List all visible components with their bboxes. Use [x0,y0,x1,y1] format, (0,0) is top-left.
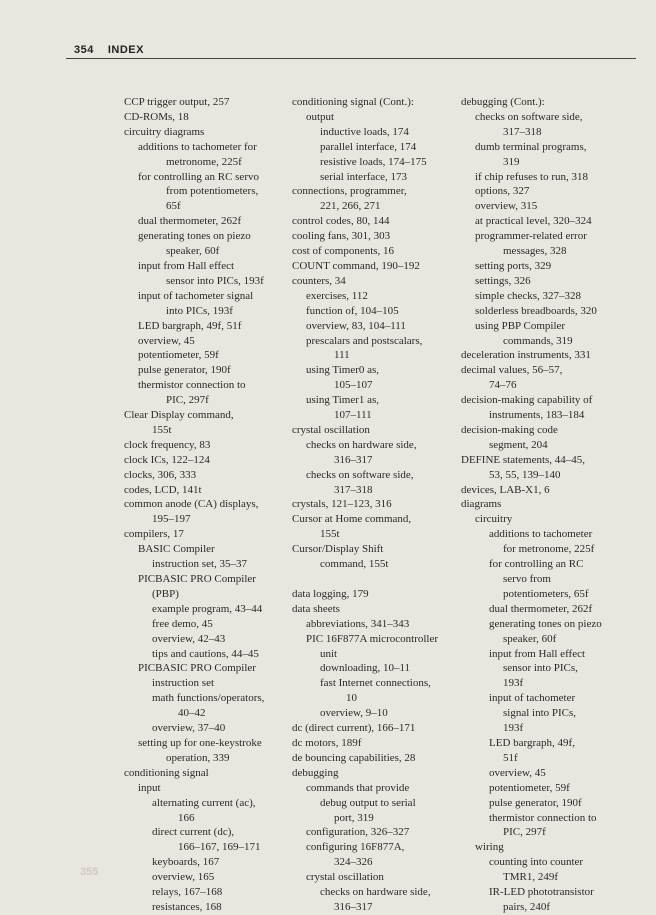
index-entry: commands, 319 [503,334,573,347]
page-number: 354 [74,44,94,56]
index-entry: simple checks, 327–328 [475,289,582,302]
index-entry: LED bargraph, 49f, [489,736,575,749]
index-entry: dc motors, 189f [292,736,362,749]
index-entry: connections, programmer, [292,185,407,198]
header-rule [66,58,636,59]
index-entry: output [306,110,335,123]
index-entry: Cursor/Display Shift [292,543,384,556]
index-entry: codes, LCD, 141t [124,483,202,496]
index-entry: 319 [503,155,520,168]
index-entry: command, 155t [320,558,389,571]
index-column-2 [292,95,466,915]
index-entry: Cursor at Home command, [292,513,412,526]
index-entry: counters, 34 [292,274,346,287]
index-entry: if chip refuses to run, 318 [475,170,589,183]
index-entry: instruction set [152,677,215,690]
index-entry: configuration, 326–327 [306,826,410,839]
index-entry: overview, 315 [475,200,538,213]
index-entry: overview, 83, 104–111 [306,319,406,332]
index-entry: checks on hardware side, [320,886,431,899]
index-entry: 193f [503,722,524,735]
index-entry: setting up for one-keystroke [138,736,262,749]
index-entry: solderless breadboards, 320 [475,304,597,317]
index-column-1 [124,95,296,915]
index-entry: crystal oscillation [306,871,384,884]
index-entry: abbreviations, 341–343 [306,617,410,630]
index-entry: signal into PICs, [503,707,577,720]
index-entry: CCP trigger output, 257 [124,96,230,108]
index-entry [292,572,466,587]
index-entry: 10 [346,692,357,705]
index-entry: input of tachometer [489,692,576,705]
index-entry: parallel interface, 174 [320,140,417,153]
index-entry: direct current (dc), [152,826,235,839]
index-entry: overview, 45 [489,766,546,779]
index-entry: operation, 339 [166,751,230,764]
index-entry: compilers, 17 [124,528,184,541]
index-entry: resistive loads, 174–175 [320,155,427,168]
index-entry: setting ports, 329 [475,259,552,272]
index-entry: example program, 43–44 [152,602,263,615]
bleed-page-number: 355 [80,866,99,878]
index-entry: speaker, 60f [503,632,557,645]
index-entry: speaker, 60f [166,245,220,258]
index-entry: dual thermometer, 262f [138,215,242,228]
index-entry: decision-making code [461,423,558,436]
index-entry: IR-LED phototransistor [489,886,594,899]
index-entry: relays, 167–168 [152,886,223,899]
index-entry: overview, 9–10 [320,707,388,720]
index-entry: CD-ROMs, 18 [124,110,189,123]
index-entry: 74–76 [489,379,517,392]
index-entry: Clear Display command, [124,409,234,422]
running-header [74,44,144,56]
index-entry: input from Hall effect [138,259,235,272]
index-entry: serial interface, 173 [320,170,408,183]
index-entry: alternating current (ac), [152,796,256,809]
index-entry: COUNT command, 190–192 [292,259,420,272]
index-entry: prescalars and postscalars, [306,334,423,347]
index-entry: debugging (Cont.): [461,96,545,108]
index-entry: overview, 37–40 [152,722,226,735]
index-entry: clock frequency, 83 [124,438,211,451]
index-entry: 324–326 [334,856,373,869]
index-entry: instruction set, 35–37 [152,558,248,571]
index-entry: PIC, 297f [166,394,209,407]
index-entry: 65f [166,200,181,213]
index-entry: crystal oscillation [292,423,370,436]
index-entry: input [138,781,161,794]
index-entry: for controlling an RC [489,558,584,571]
section-title: INDEX [107,44,144,56]
index-entry: wiring [475,841,504,854]
index-entry: sensor into PICs, [503,662,578,675]
index-entry: potentiometer, 59f [138,349,219,362]
index-entry: metronome, 225f [166,155,242,168]
index-entry: options, 327 [475,185,530,198]
index-entry: circuitry [475,513,513,526]
index-entry: PICBASIC PRO Compiler [138,573,256,585]
index-entry: LED bargraph, 49f, 51f [138,319,242,332]
index-entry: 317–318 [503,125,542,138]
index-entry: using Timer0 as, [306,364,380,377]
index-entry: function of, 104–105 [306,304,399,317]
index-entry: inductive loads, 174 [320,125,409,138]
index-entry: 166 [178,811,195,824]
index-entry: 166–167, 169–171 [178,841,261,854]
index-entry: potentiometer, 59f [489,781,570,794]
index-entry: for controlling an RC servo [138,170,259,183]
index-entry: TMR1, 249f [503,871,558,884]
index-entry: dumb terminal programs, [475,140,587,153]
index-entry: common anode (CA) displays, [124,498,259,511]
index-entry: overview, 42–43 [152,632,226,645]
index-entry: cost of components, 16 [292,245,395,258]
index-entry: using Timer1 as, [306,394,380,407]
index-entry: 107–111 [334,409,372,422]
index-entry: crystals, 121–123, 316 [292,498,392,511]
index-entry: diagrams [461,498,502,511]
index-entry: checks on software side, [475,110,583,123]
index-entry: devices, LAB-X1, 6 [461,483,550,496]
index-entry: pulse generator, 190f [138,364,231,377]
index-entry: segment, 204 [489,438,548,451]
index-entry: keyboards, 167 [152,856,220,869]
index-entry: fast Internet connections, [320,677,431,690]
index-entry: de bouncing capabilities, 28 [292,751,416,764]
index-entry: from potentiometers, [166,185,259,198]
index-entry: 155t [320,528,340,541]
index-entry: generating tones on piezo [489,617,602,630]
index-entry: programmer-related error [475,230,587,243]
index-entry: input from Hall effect [489,647,586,660]
index-entry: additions to tachometer for [138,140,257,153]
index-entry: pairs, 240f [503,900,551,913]
index-entry: math functions/operators, [152,692,265,705]
index-entry: configuring 16F877A, [306,841,405,854]
index-entry: 105–107 [334,379,373,392]
index-entry: dc (direct current), 166–171 [292,722,416,735]
index-entry: overview, 165 [152,871,215,884]
index-entry: checks on hardware side, [306,438,417,451]
index-entry: control codes, 80, 144 [292,215,390,228]
index-entry: overview, 45 [138,334,195,347]
index-entry: dual thermometer, 262f [489,602,593,615]
index-entry: decimal values, 56–57, [461,364,563,377]
index-column-3 [461,95,641,915]
index-entry: at practical level, 320–324 [475,215,592,228]
index-entry: tips and cautions, 44–45 [152,647,259,660]
index-entry: generating tones on piezo [138,230,251,243]
index-entry: potentiometers, 65f [503,587,589,600]
index-entry: using PBP Compiler [475,319,566,332]
index-entry: PIC 16F877A microcontroller [306,632,438,645]
index-entry: resistances, 168 [152,900,222,913]
index-entry: 40–42 [178,707,206,720]
index-entry: free demo, 45 [152,617,213,630]
index-entry: deceleration instruments, 331 [461,349,591,362]
index-entry: 316–317 [334,453,373,466]
index-entry: checks on software side, [306,468,414,481]
index-entry: 221, 266, 271 [320,200,381,213]
index-entry: 51f [503,751,518,764]
index-entry: pulse generator, 190f [489,796,582,809]
index-entry: BASIC Compiler [138,543,215,556]
index-entry: conditioning signal [124,766,209,779]
index-entry: data logging, 179 [292,587,369,600]
index-entry: 195–197 [152,513,191,526]
index-entry: thermistor connection to [138,379,246,392]
index-entry: additions to tachometer [489,528,593,541]
index-entry: 111 [334,349,350,362]
index-entry: conditioning signal (Cont.): [292,96,414,108]
index-entry: thermistor connection to [489,811,597,824]
index-entry: 193f [503,677,524,690]
index-entry: clock ICs, 122–124 [124,453,210,466]
index-entry: counting into counter [489,856,584,869]
index-entry: port, 319 [334,811,374,824]
index-entry: (PBP) [152,587,179,600]
index-entry: 53, 55, 139–140 [489,468,561,481]
index-entry: data sheets [292,602,340,615]
index-entry: clocks, 306, 333 [124,468,197,481]
index-entry: 155t [152,423,172,436]
index-entry: for metronome, 225f [503,543,595,556]
index-entry: sensor into PICs, 193f [166,274,264,287]
index-entry: 317–318 [334,483,373,496]
index-entry: unit [320,647,338,660]
index-entry: PICBASIC PRO Compiler [138,662,256,675]
index-entry: exercises, 112 [306,289,368,302]
index-entry: servo from [503,573,551,585]
index-entry: DEFINE statements, 44–45, [461,453,586,466]
index-entry: 316–317 [334,900,373,913]
index-entry: commands that provide [306,781,410,794]
index-entry: messages, 328 [503,245,567,258]
index-entry: debug output to serial [320,796,416,809]
index-entry: PIC, 297f [503,826,546,839]
index-entry: downloading, 10–11 [320,662,411,675]
index-entry: input of tachometer signal [138,289,254,302]
index-entry: instruments, 183–184 [489,409,585,422]
index-entry: settings, 326 [475,274,531,287]
index-entry: circuitry diagrams [124,125,205,138]
index-entry: into PICs, 193f [166,304,233,317]
index-entry: decision-making capability of [461,394,593,407]
index-entry: debugging [292,766,339,779]
index-entry: cooling fans, 301, 303 [292,230,391,243]
